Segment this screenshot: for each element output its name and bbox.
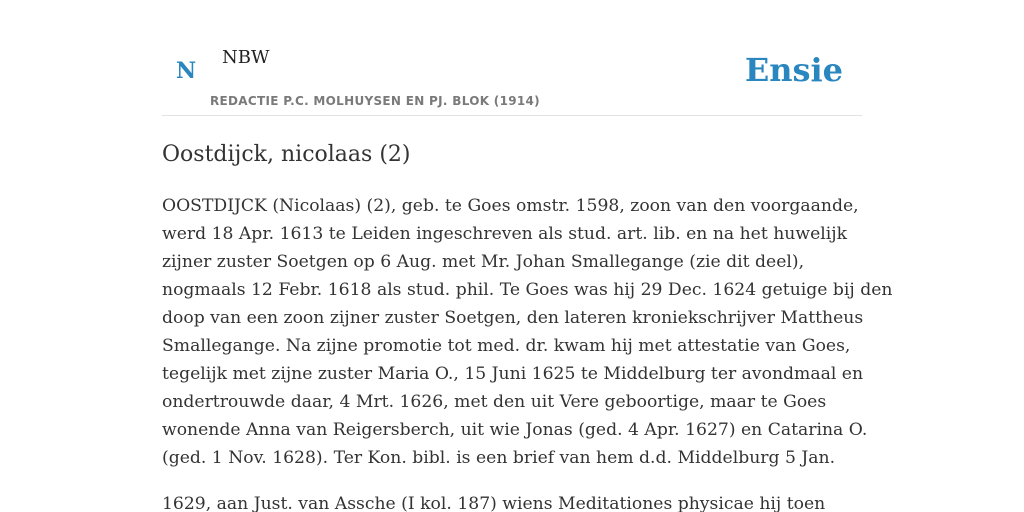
paragraph-line: doop van een zoon zijner zuster Soetgen, den lateren kroniekschrijver Mattheus xyxy=(162,308,864,328)
paragraph-line: zijner zuster Soetgen op 6 Aug. met Mr. Johan Smallegange (zie dit deel), xyxy=(162,252,805,272)
brand-logo[interactable]: Ensie xyxy=(744,51,843,89)
article-paragraph xyxy=(162,490,862,512)
header-divider xyxy=(162,115,862,116)
paragraph-line: (ged. 1 Nov. 1628). Ter Kon. bibl. is een brief van hem d.d. Middelburg 5 Jan. xyxy=(162,448,836,468)
source-logo-icon: N xyxy=(176,58,197,84)
article-title: Oostdijck, nicolaas (2) xyxy=(162,142,411,167)
paragraph-line: 1629, aan Just. van Assche (I kol. 187) wiens Meditationes physicae hij toen xyxy=(162,494,826,512)
article-body xyxy=(162,192,893,512)
paragraph-line: wonende Anna van Reigersberch, uit wie Jonas (ged. 4 Apr. 1627) en Catarina O. xyxy=(162,420,868,440)
paragraph-line: nogmaals 12 Febr. 1618 als stud. phil. Te Goes was hij 29 Dec. 1624 getuige bij den xyxy=(162,280,893,300)
paragraph-line: Smallegange. Na zijne promotie tot med. dr. kwam hij met attestatie van Goes, xyxy=(162,336,851,356)
paragraph-line: ondertrouwde daar, 4 Mrt. 1626, met den uit Vere geboortige, maar te Goes xyxy=(162,392,827,412)
paragraph-line: tegelijk met zijne zuster Maria O., 15 Juni 1625 te Middelburg ter avondmaal en xyxy=(162,364,864,384)
article-paragraph xyxy=(162,192,893,472)
paragraph-line: werd 18 Apr. 1613 te Leiden ingeschreven als stud. art. lib. en na het huwelijk xyxy=(162,224,847,244)
source-title[interactable]: NBW xyxy=(222,47,270,68)
paragraph-line: OOSTDIJCK (Nicolaas) (2), geb. te Goes omstr. 1598, zoon van den voorgaande, xyxy=(162,196,859,216)
source-subtitle: REDACTIE P.C. MOLHUYSEN EN PJ. BLOK (1914) xyxy=(210,94,540,108)
